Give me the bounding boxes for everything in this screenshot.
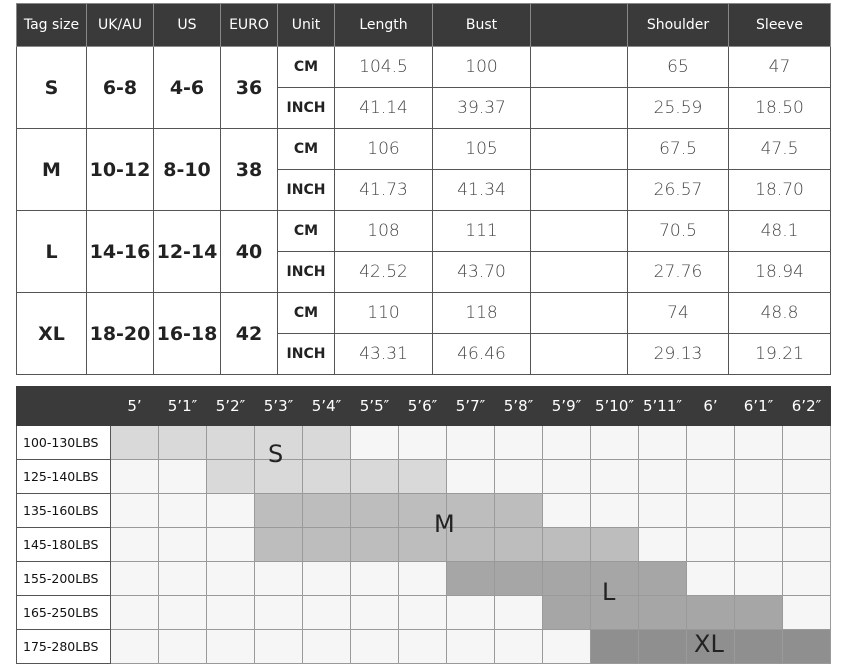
fit-cell [303, 562, 351, 596]
sleeve-cell: 47.5 [729, 129, 831, 170]
shoulder-cell: 74 [628, 293, 729, 334]
us-cell: 12-14 [154, 211, 221, 293]
length-cell: 41.73 [335, 170, 433, 211]
fit-cell [303, 494, 351, 528]
fit-cell [543, 596, 591, 630]
fit-cell [111, 460, 159, 494]
fit-cell [207, 528, 255, 562]
bust-cell: 118 [433, 293, 531, 334]
fit-cell [351, 528, 399, 562]
fit-cell [543, 630, 591, 664]
length-cell: 108 [335, 211, 433, 252]
height-header: 5’3″ [255, 387, 303, 426]
fit-cell [159, 528, 207, 562]
fit-cell [735, 460, 783, 494]
tag-size-cell: M [17, 129, 87, 211]
fit-cell [159, 562, 207, 596]
fit-cell [447, 630, 495, 664]
weight-label: 100-130LBS [17, 426, 111, 460]
fit-cell [303, 630, 351, 664]
us-cell: 8-10 [154, 129, 221, 211]
weight-label: 165-250LBS [17, 596, 111, 630]
sleeve-cell: 18.70 [729, 170, 831, 211]
sleeve-cell: 18.94 [729, 252, 831, 293]
bust-cell: 111 [433, 211, 531, 252]
uk-au-cell: 6-8 [87, 47, 154, 129]
fit-cell [591, 460, 639, 494]
fit-cell [447, 426, 495, 460]
size-row-s-cm [17, 47, 831, 88]
tag-size-cell: S [17, 47, 87, 129]
us-cell: 16-18 [154, 293, 221, 375]
height-header: 5’2″ [207, 387, 255, 426]
fit-cell [687, 460, 735, 494]
fit-cell [543, 460, 591, 494]
fit-cell [159, 460, 207, 494]
weight-label: 155-200LBS [17, 562, 111, 596]
fit-cell [399, 562, 447, 596]
length-cell: 42.52 [335, 252, 433, 293]
fit-cell [255, 528, 303, 562]
header-shoulder: Shoulder [628, 4, 729, 47]
fit-cell [351, 426, 399, 460]
sleeve-cell: 18.50 [729, 88, 831, 129]
fit-cell [495, 528, 543, 562]
fit-cell [303, 426, 351, 460]
length-cell: 106 [335, 129, 433, 170]
zone-label-s: S [268, 440, 284, 468]
unit-cell: CM [278, 47, 335, 88]
fit-cell [687, 494, 735, 528]
height-header: 6’ [687, 387, 735, 426]
fit-cell [111, 426, 159, 460]
fit-cell [111, 596, 159, 630]
height-header: 5’7″ [447, 387, 495, 426]
sleeve-cell: 48.8 [729, 293, 831, 334]
euro-cell: 38 [221, 129, 278, 211]
uk-au-cell: 18-20 [87, 293, 154, 375]
header-tag-size: Tag size [17, 4, 87, 47]
shoulder-cell: 29.13 [628, 334, 729, 375]
fit-cell [543, 562, 591, 596]
bust-cell: 43.70 [433, 252, 531, 293]
sleeve-cell: 47 [729, 47, 831, 88]
sleeve-cell: 19.21 [729, 334, 831, 375]
size-table-header [17, 4, 831, 47]
fit-cell [351, 630, 399, 664]
weight-label: 125-140LBS [17, 460, 111, 494]
fit-cell [639, 630, 687, 664]
weight-row [17, 460, 831, 494]
unit-cell: INCH [278, 252, 335, 293]
shoulder-cell: 70.5 [628, 211, 729, 252]
header-blank [531, 4, 628, 47]
fit-cell [159, 630, 207, 664]
fit-cell [639, 460, 687, 494]
height-header: 5’4″ [303, 387, 351, 426]
blank-cell [531, 88, 628, 129]
tag-size-cell: XL [17, 293, 87, 375]
fit-cell [687, 426, 735, 460]
fit-cell [255, 630, 303, 664]
fit-cell [447, 562, 495, 596]
fit-cell [255, 494, 303, 528]
shoulder-cell: 26.57 [628, 170, 729, 211]
size-row-xl-cm [17, 293, 831, 334]
weight-label: 175-280LBS [17, 630, 111, 664]
fit-cell [495, 596, 543, 630]
unit-cell: CM [278, 129, 335, 170]
weight-label: 135-160LBS [17, 494, 111, 528]
fit-cell [399, 630, 447, 664]
fit-cell [111, 528, 159, 562]
fit-cell [207, 494, 255, 528]
header-unit: Unit [278, 4, 335, 47]
fit-cell [447, 460, 495, 494]
fit-cell [303, 460, 351, 494]
fit-chart-body [17, 426, 831, 664]
size-row-m-cm [17, 129, 831, 170]
header-sleeve: Sleeve [729, 4, 831, 47]
fit-cell [303, 596, 351, 630]
us-cell: 4-6 [154, 47, 221, 129]
zone-label-l: L [602, 578, 616, 606]
fit-cell [639, 494, 687, 528]
fit-cell [207, 630, 255, 664]
shoulder-cell: 27.76 [628, 252, 729, 293]
fit-cell [159, 494, 207, 528]
header-bust: Bust [433, 4, 531, 47]
sleeve-cell: 48.1 [729, 211, 831, 252]
fit-cell [687, 596, 735, 630]
unit-cell: INCH [278, 170, 335, 211]
fit-cell [543, 528, 591, 562]
blank-cell [531, 252, 628, 293]
fit-cell [351, 460, 399, 494]
fit-cell [543, 494, 591, 528]
fit-cell [639, 596, 687, 630]
fit-cell [495, 494, 543, 528]
fit-cell [735, 596, 783, 630]
fit-cell [207, 460, 255, 494]
fit-cell [591, 494, 639, 528]
weight-row [17, 528, 831, 562]
length-cell: 41.14 [335, 88, 433, 129]
fit-cell [639, 426, 687, 460]
length-cell: 43.31 [335, 334, 433, 375]
fit-cell [639, 562, 687, 596]
fit-cell [351, 494, 399, 528]
fit-cell [783, 460, 831, 494]
fit-chart-corner [17, 387, 111, 426]
shoulder-cell: 65 [628, 47, 729, 88]
height-header: 6’1″ [735, 387, 783, 426]
unit-cell: CM [278, 211, 335, 252]
fit-cell [495, 630, 543, 664]
fit-cell [159, 596, 207, 630]
blank-cell [531, 334, 628, 375]
height-header: 5’1″ [159, 387, 207, 426]
weight-row [17, 494, 831, 528]
fit-cell [255, 596, 303, 630]
fit-cell [111, 494, 159, 528]
fit-cell [687, 528, 735, 562]
shoulder-cell: 67.5 [628, 129, 729, 170]
fit-cell [735, 562, 783, 596]
fit-cell [111, 630, 159, 664]
fit-cell [495, 426, 543, 460]
size-table-body [17, 47, 831, 375]
fit-cell [351, 562, 399, 596]
fit-cell [255, 562, 303, 596]
fit-cell [351, 596, 399, 630]
height-header: 5’ [111, 387, 159, 426]
uk-au-cell: 10-12 [87, 129, 154, 211]
shoulder-cell: 25.59 [628, 88, 729, 129]
fit-cell [783, 528, 831, 562]
weight-row [17, 562, 831, 596]
height-header: 5’10″ [591, 387, 639, 426]
header-length: Length [335, 4, 433, 47]
bust-cell: 46.46 [433, 334, 531, 375]
fit-cell [591, 630, 639, 664]
blank-cell [531, 170, 628, 211]
tag-size-cell: L [17, 211, 87, 293]
height-header: 5’6″ [399, 387, 447, 426]
fit-cell [735, 494, 783, 528]
fit-cell [207, 426, 255, 460]
bust-cell: 41.34 [433, 170, 531, 211]
length-cell: 110 [335, 293, 433, 334]
blank-cell [531, 129, 628, 170]
size-table [16, 3, 831, 375]
weight-row [17, 426, 831, 460]
weight-label: 145-180LBS [17, 528, 111, 562]
fit-cell [399, 460, 447, 494]
fit-chart [16, 386, 831, 664]
fit-cell [783, 630, 831, 664]
unit-cell: INCH [278, 88, 335, 129]
unit-cell: INCH [278, 334, 335, 375]
fit-cell [207, 562, 255, 596]
height-header: 5’8″ [495, 387, 543, 426]
unit-cell: CM [278, 293, 335, 334]
fit-cell [783, 426, 831, 460]
header-euro: EURO [221, 4, 278, 47]
length-cell: 104.5 [335, 47, 433, 88]
bust-cell: 39.37 [433, 88, 531, 129]
fit-cell [495, 562, 543, 596]
height-header: 5’5″ [351, 387, 399, 426]
fit-cell [399, 426, 447, 460]
fit-cell [783, 562, 831, 596]
fit-cell [783, 596, 831, 630]
fit-chart-header [17, 387, 831, 426]
fit-cell [639, 528, 687, 562]
fit-cell [495, 460, 543, 494]
fit-cell [447, 596, 495, 630]
fit-cell [399, 596, 447, 630]
blank-cell [531, 47, 628, 88]
blank-cell [531, 293, 628, 334]
uk-au-cell: 14-16 [87, 211, 154, 293]
euro-cell: 42 [221, 293, 278, 375]
euro-cell: 40 [221, 211, 278, 293]
fit-cell [735, 528, 783, 562]
fit-cell [687, 562, 735, 596]
zone-label-xl: XL [694, 630, 724, 658]
bust-cell: 100 [433, 47, 531, 88]
fit-cell [543, 426, 591, 460]
fit-cell [735, 630, 783, 664]
zone-label-m: M [434, 510, 455, 538]
height-header: 5’11″ [639, 387, 687, 426]
height-header: 5’9″ [543, 387, 591, 426]
weight-row [17, 596, 831, 630]
fit-cell [207, 596, 255, 630]
fit-cell [735, 426, 783, 460]
fit-cell [111, 562, 159, 596]
fit-cell [303, 528, 351, 562]
fit-cell [591, 528, 639, 562]
blank-cell [531, 211, 628, 252]
bust-cell: 105 [433, 129, 531, 170]
fit-cell [783, 494, 831, 528]
header-uk-au: UK/AU [87, 4, 154, 47]
header-us: US [154, 4, 221, 47]
height-header: 6’2″ [783, 387, 831, 426]
fit-cell [591, 426, 639, 460]
fit-cell [159, 426, 207, 460]
euro-cell: 36 [221, 47, 278, 129]
size-row-l-cm [17, 211, 831, 252]
